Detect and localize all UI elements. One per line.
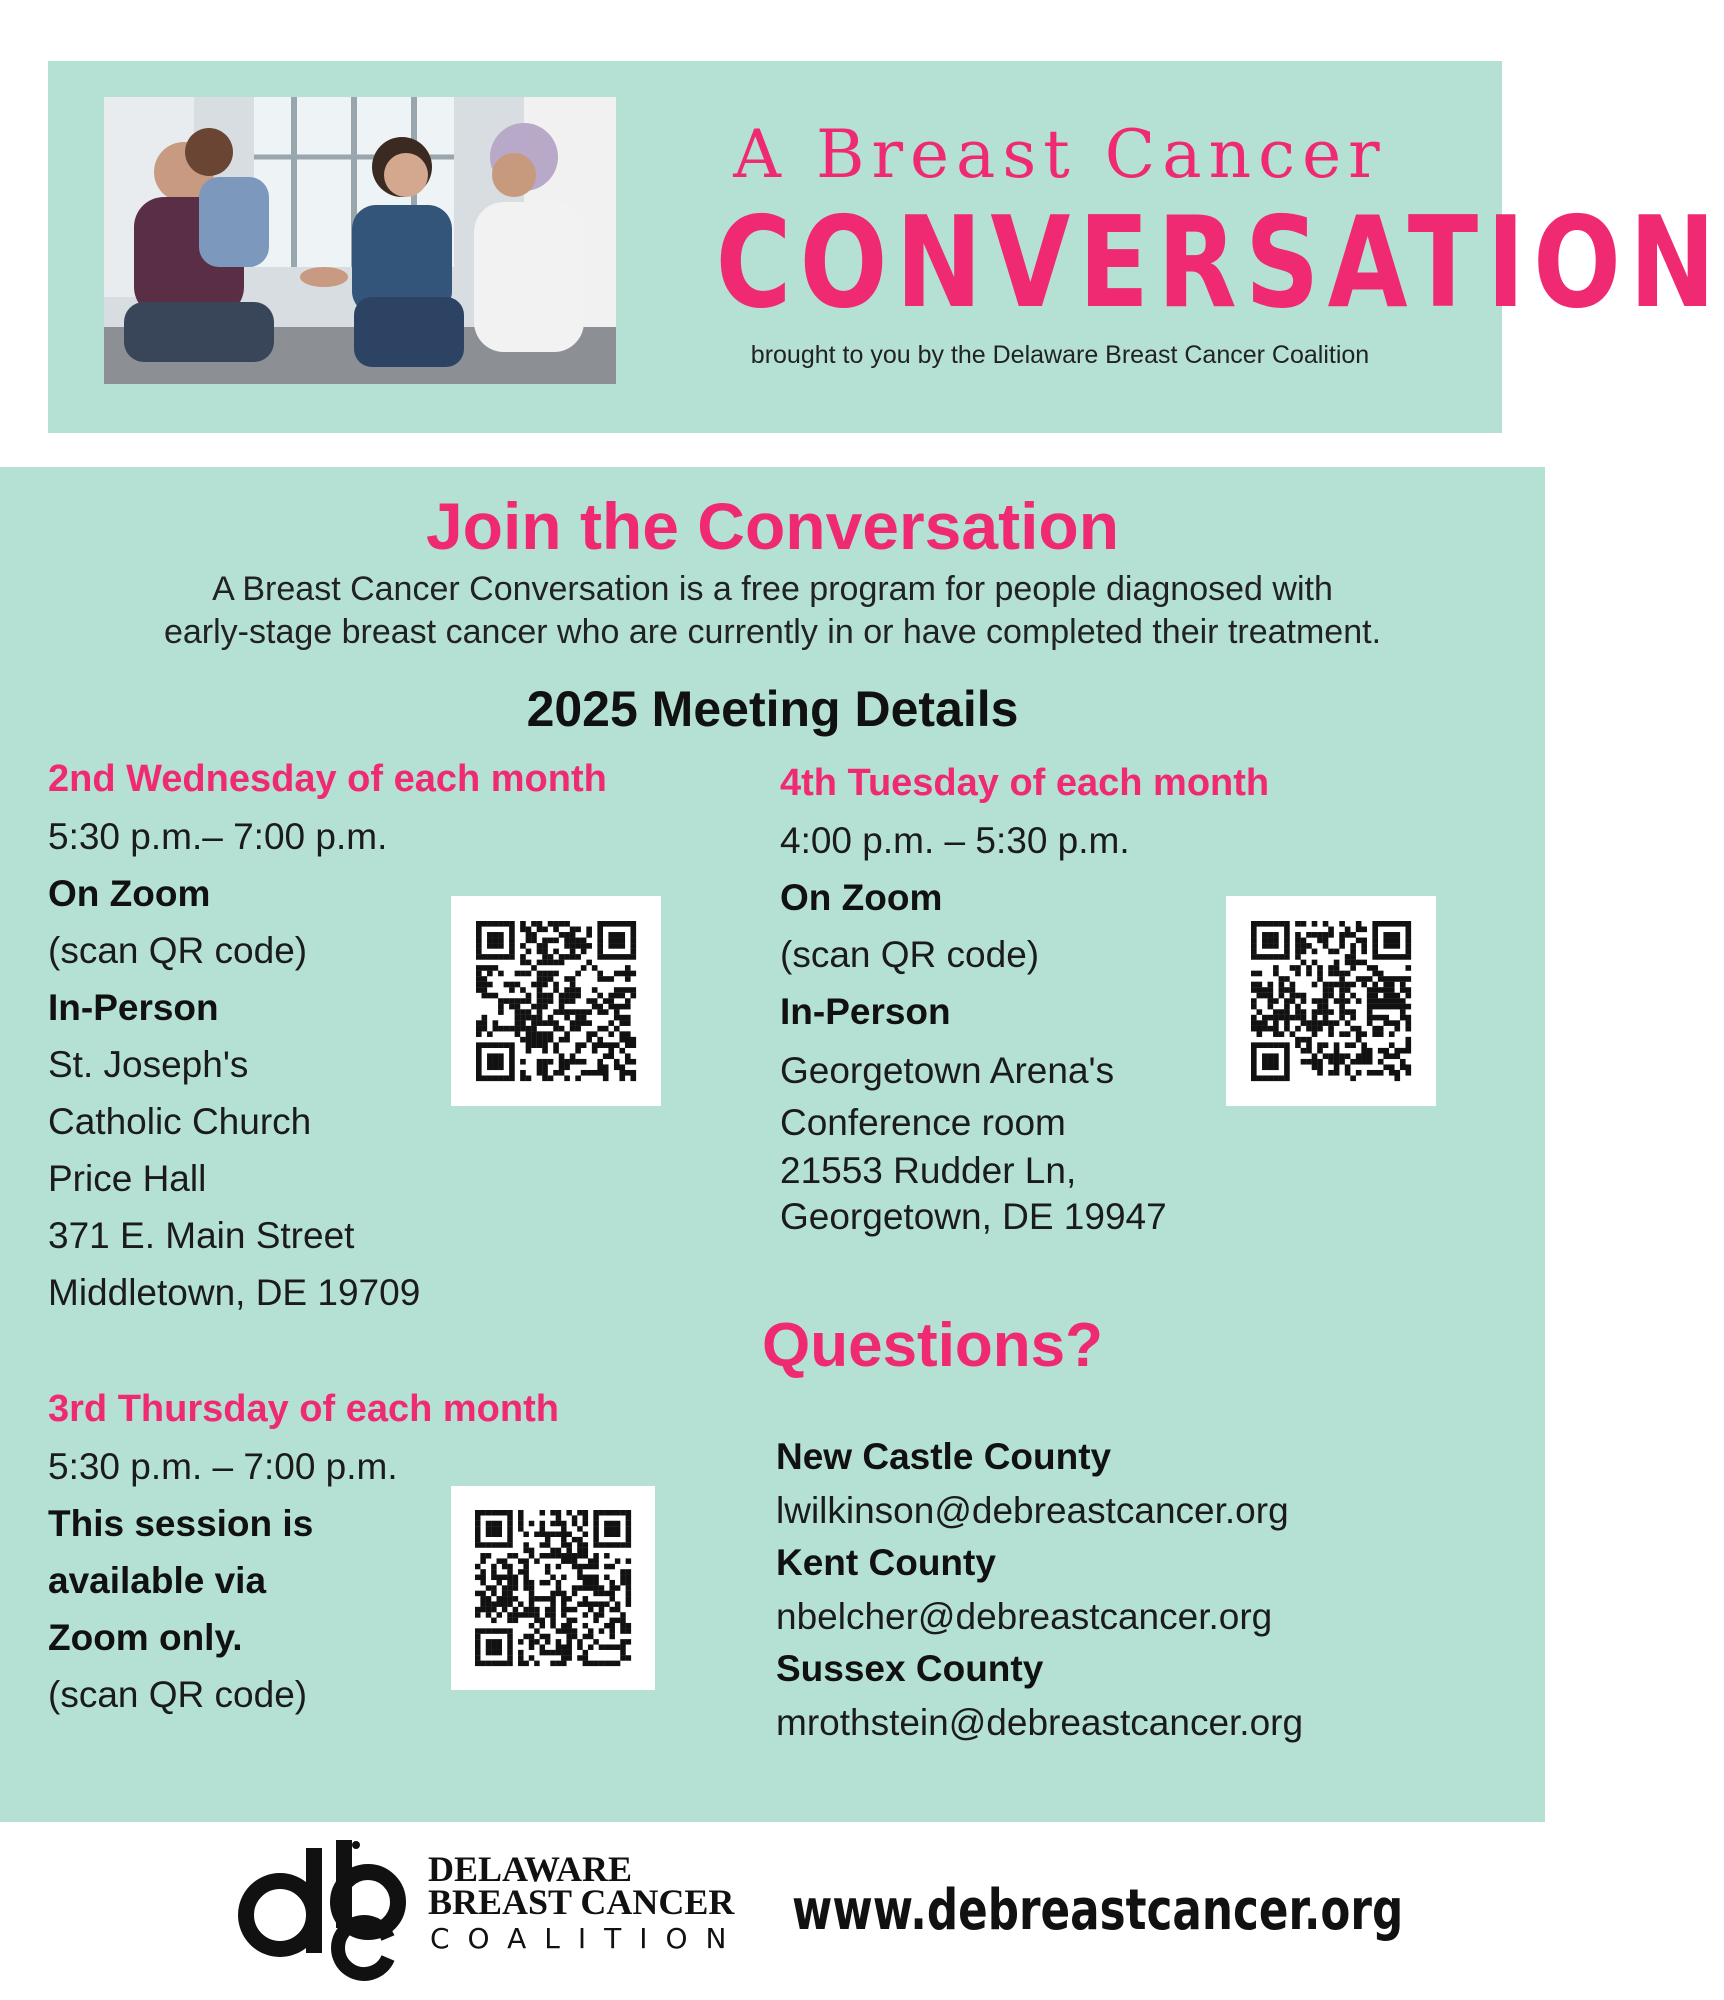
session-1-address-line: St. Joseph's [48,1044,249,1085]
session-2-address-line: Georgetown, DE 19947 [780,1196,1167,1237]
website-link[interactable]: www.debreastcancer.org [792,1878,1404,1943]
session-1-address-line: Middletown, DE 19709 [48,1272,421,1313]
contact-email-link[interactable]: nbelcher@debreastcancer.org [776,1596,1273,1637]
session-2-address-line: Conference room [780,1102,1066,1143]
session-3-note-line: This session is [48,1503,314,1544]
questions-heading: Questions? [762,1311,1104,1380]
session-1-qr-code[interactable] [451,896,661,1106]
title-subtitle: brought to you by the Delaware Breast Cancer Coalition [750,341,1370,369]
contact-county: New Castle County [776,1436,1112,1477]
session-2-qr-code[interactable] [1226,896,1436,1106]
photo-illustration [104,97,616,384]
dbc-monogram-icon [238,1840,428,1960]
session-2-title: 4th Tuesday of each month [780,762,1270,804]
session-2-scan: (scan QR code) [780,934,1040,975]
session-1-address-line: Catholic Church [48,1101,312,1142]
join-heading: Join the Conversation [425,489,1120,563]
contact-county: Kent County [776,1542,996,1583]
intro-line-2: early-stage breast cancer who are currently in or have completed their treatment. [163,613,1382,651]
title-line-2: CONVERSATION [715,189,1724,336]
session-3-note-line: available via [48,1560,267,1601]
session-3-scan: (scan QR code) [48,1674,308,1715]
session-1-scan: (scan QR code) [48,930,308,971]
details-heading: 2025 Meeting Details [526,681,1019,737]
session-3-time: 5:30 p.m. – 7:00 p.m. [48,1446,398,1487]
qr-code-icon [476,921,636,1081]
qr-code-icon [1251,921,1411,1081]
session-2-in-person-label: In-Person [780,991,951,1032]
session-3-note-line: Zoom only. [48,1617,243,1658]
session-2-address-line: Georgetown Arena's [780,1050,1115,1091]
logo-text-line: COALITION [430,1922,745,1955]
session-2-address-line: 21553 Rudder Ln, [780,1150,1077,1191]
session-1-address-line: 371 E. Main Street [48,1215,355,1256]
title-line-1: A Breast Cancer [733,116,1387,193]
intro-line-1: A Breast Cancer Conversation is a free program for people diagnosed with [212,570,1333,608]
contact-email-link[interactable]: mrothstein@debreastcancer.org [776,1702,1304,1743]
session-2-time: 4:00 p.m. – 5:30 p.m. [780,820,1130,861]
qr-code-icon [475,1510,631,1666]
session-3-qr-code[interactable] [451,1486,655,1690]
contact-email-link[interactable]: lwilkinson@debreastcancer.org [776,1490,1289,1531]
session-1-in-person-label: In-Person [48,987,219,1028]
session-1-zoom-label: On Zoom [48,873,211,914]
dbcc-logo-mark [238,1840,428,1960]
logo-text-line: DELAWARE [428,1849,633,1889]
group-conversation-photo [104,97,616,384]
logo-text-line: BREAST CANCER [428,1882,735,1922]
session-1-address-line: Price Hall [48,1158,207,1199]
session-1-title: 2nd Wednesday of each month [48,758,607,800]
session-2-zoom-label: On Zoom [780,877,943,918]
session-1-time: 5:30 p.m.– 7:00 p.m. [48,816,388,857]
session-3-title: 3rd Thursday of each month [48,1388,559,1430]
contact-county: Sussex County [776,1648,1044,1689]
